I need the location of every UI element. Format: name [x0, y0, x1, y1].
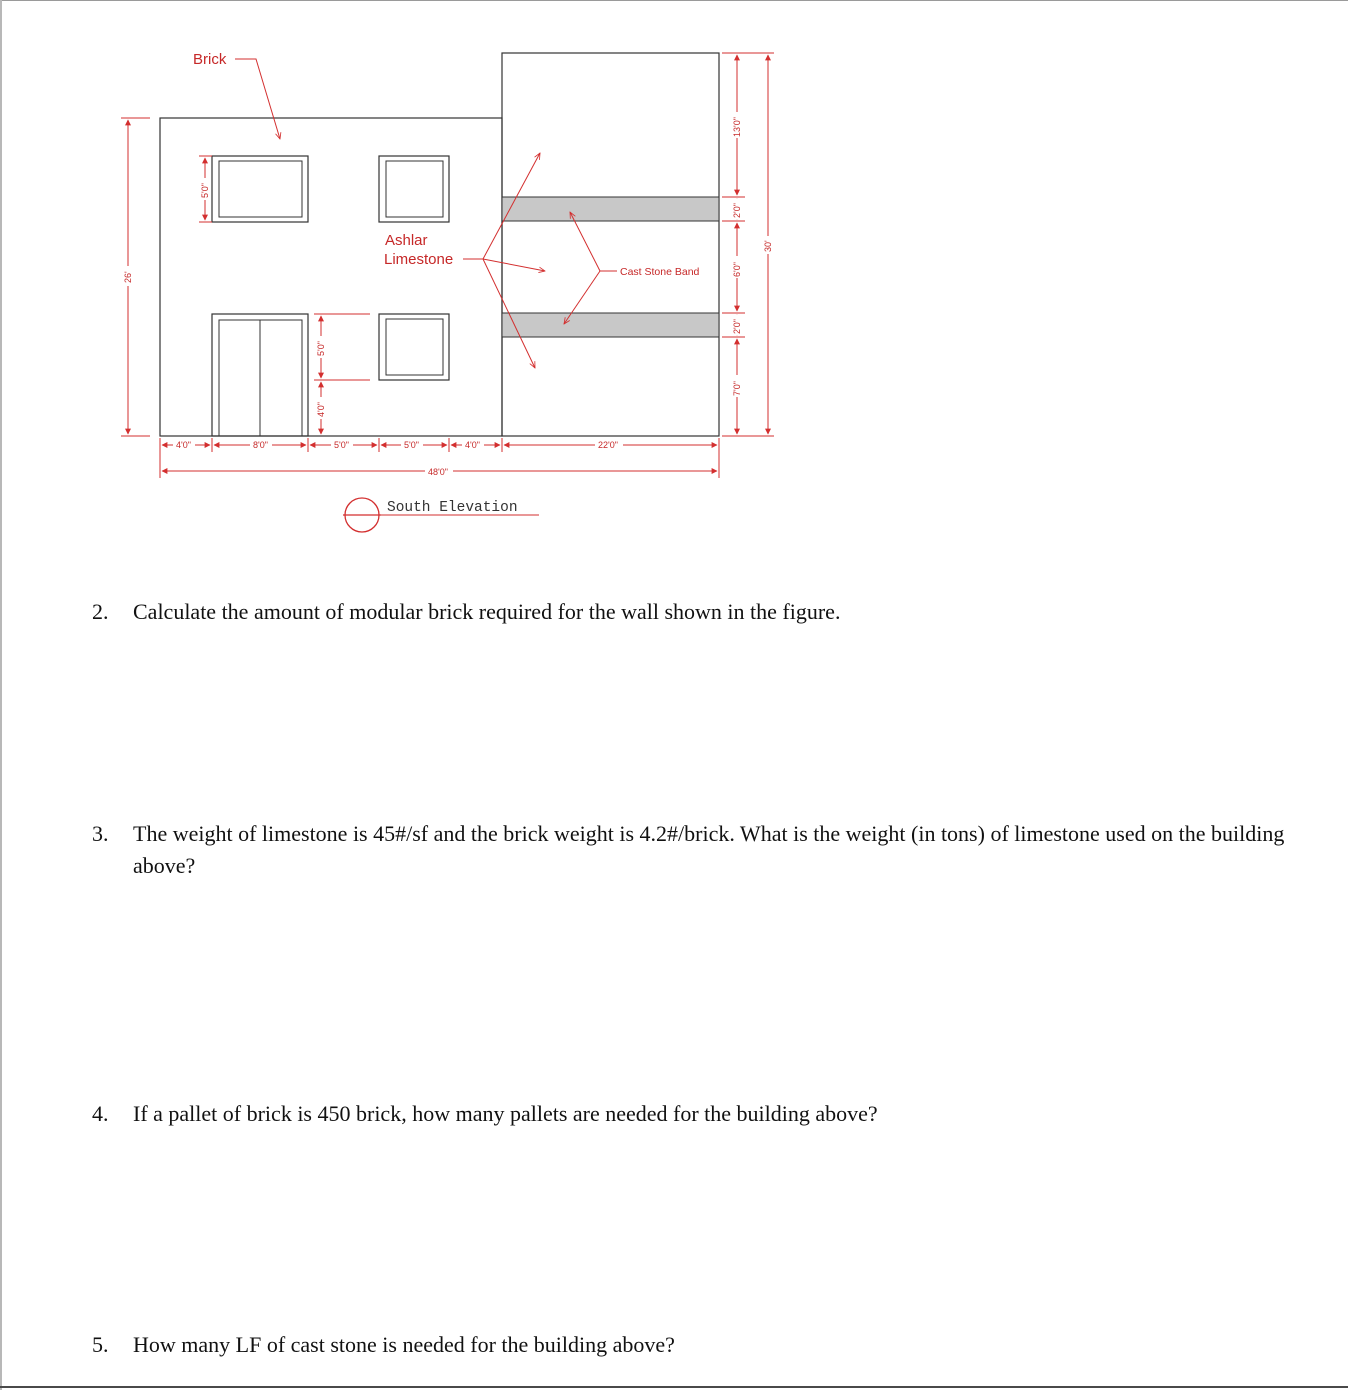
dim-h-5b: 5'0" — [404, 440, 419, 450]
dim-door-lower: 4'0" — [316, 402, 326, 417]
question-number: 4. — [92, 1101, 109, 1126]
dim-right-13: 13'0" — [732, 117, 742, 137]
window-upper-left — [212, 156, 308, 222]
brick-wall-outline — [160, 118, 502, 436]
window-upper-middle — [379, 156, 449, 222]
dim-window-5: 5'0" — [200, 183, 210, 198]
dim-door-upper: 5'0" — [316, 341, 326, 356]
page-bottom-border — [0, 1386, 1348, 1388]
dim-h-4a: 4'0" — [176, 440, 191, 450]
cast-stone-leaders — [564, 212, 617, 324]
dim-right-2a: 2'0" — [732, 203, 742, 218]
cast-stone-band-lower — [502, 313, 719, 337]
cast-stone-band-upper — [502, 197, 719, 221]
question-4 — [92, 1098, 1292, 1130]
south-elevation-drawing — [0, 0, 1348, 560]
cast-stone-band-label: Cast Stone Band — [620, 266, 700, 278]
question-3 — [92, 818, 1292, 882]
question-number: 3. — [92, 821, 109, 846]
question-number: 5. — [92, 1332, 109, 1357]
brick-label: Brick — [193, 51, 227, 68]
question-text: The weight of limestone is 45#/sf and the brick weight is 4.2#/brick. What is the weight (in tons) of limestone used on the building above? — [133, 821, 1285, 878]
section-marker-icon — [343, 498, 381, 532]
dim-right-6: 6'0" — [732, 262, 742, 277]
dim-h-8: 8'0" — [253, 440, 268, 450]
dim-h-5a: 5'0" — [334, 440, 349, 450]
brick-leader — [235, 59, 280, 139]
limestone-label: Limestone — [384, 251, 454, 268]
dim-h-22: 22'0" — [598, 440, 618, 450]
question-text: How many LF of cast stone is needed for the building above? — [133, 1332, 675, 1357]
dim-left-26: 26' — [123, 271, 133, 283]
question-2 — [92, 596, 1292, 628]
dim-right-30: 30' — [763, 240, 773, 252]
question-text: If a pallet of brick is 450 brick, how many pallets are needed for the building above? — [133, 1101, 878, 1126]
dim-h-4b: 4'0" — [465, 440, 480, 450]
dim-right-2b: 2'0" — [732, 319, 742, 334]
dim-h-48: 48'0" — [428, 467, 448, 477]
question-text: Calculate the amount of modular brick required for the wall shown in the figure. — [133, 599, 841, 624]
limestone-tower-outline — [502, 53, 719, 436]
window-lower-middle — [379, 314, 449, 380]
question-number: 2. — [92, 599, 109, 624]
question-5 — [92, 1329, 1292, 1361]
drawing-title: South Elevation — [387, 500, 518, 516]
ashlar-label: Ashlar — [385, 232, 428, 249]
dim-right-7: 7'0" — [732, 381, 742, 396]
double-door — [212, 314, 308, 436]
